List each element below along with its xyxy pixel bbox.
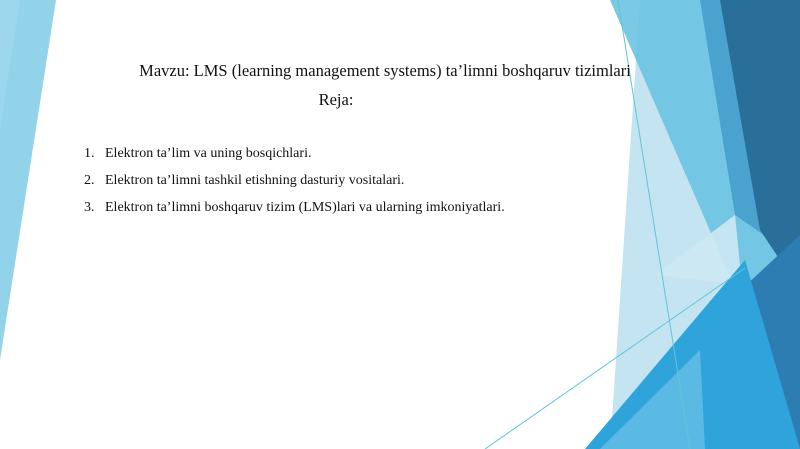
plan-list-item <box>84 172 505 190</box>
slide-subtitle: Reja: <box>318 90 354 109</box>
slide-title: Mavzu: LMS (learning management systems) ta’limni boshqaruv tizimlari <box>139 61 631 80</box>
plan-item-text: Elektron ta’limni tashkil etishning dasturiy vositalari. <box>105 173 405 188</box>
plan-item-text: Elektron ta’limni boshqaruv tizim (LMS)lari va ularning imkoniyatlari. <box>105 200 505 215</box>
plan-list-item <box>84 145 505 163</box>
plan-list-item <box>84 199 505 217</box>
plan-list <box>84 145 505 226</box>
plan-item-number: 3. <box>84 200 95 215</box>
plan-item-number: 1. <box>84 146 95 161</box>
plan-item-text: Elektron ta’lim va uning bosqichlari. <box>105 146 312 161</box>
plan-item-number: 2. <box>84 173 95 188</box>
